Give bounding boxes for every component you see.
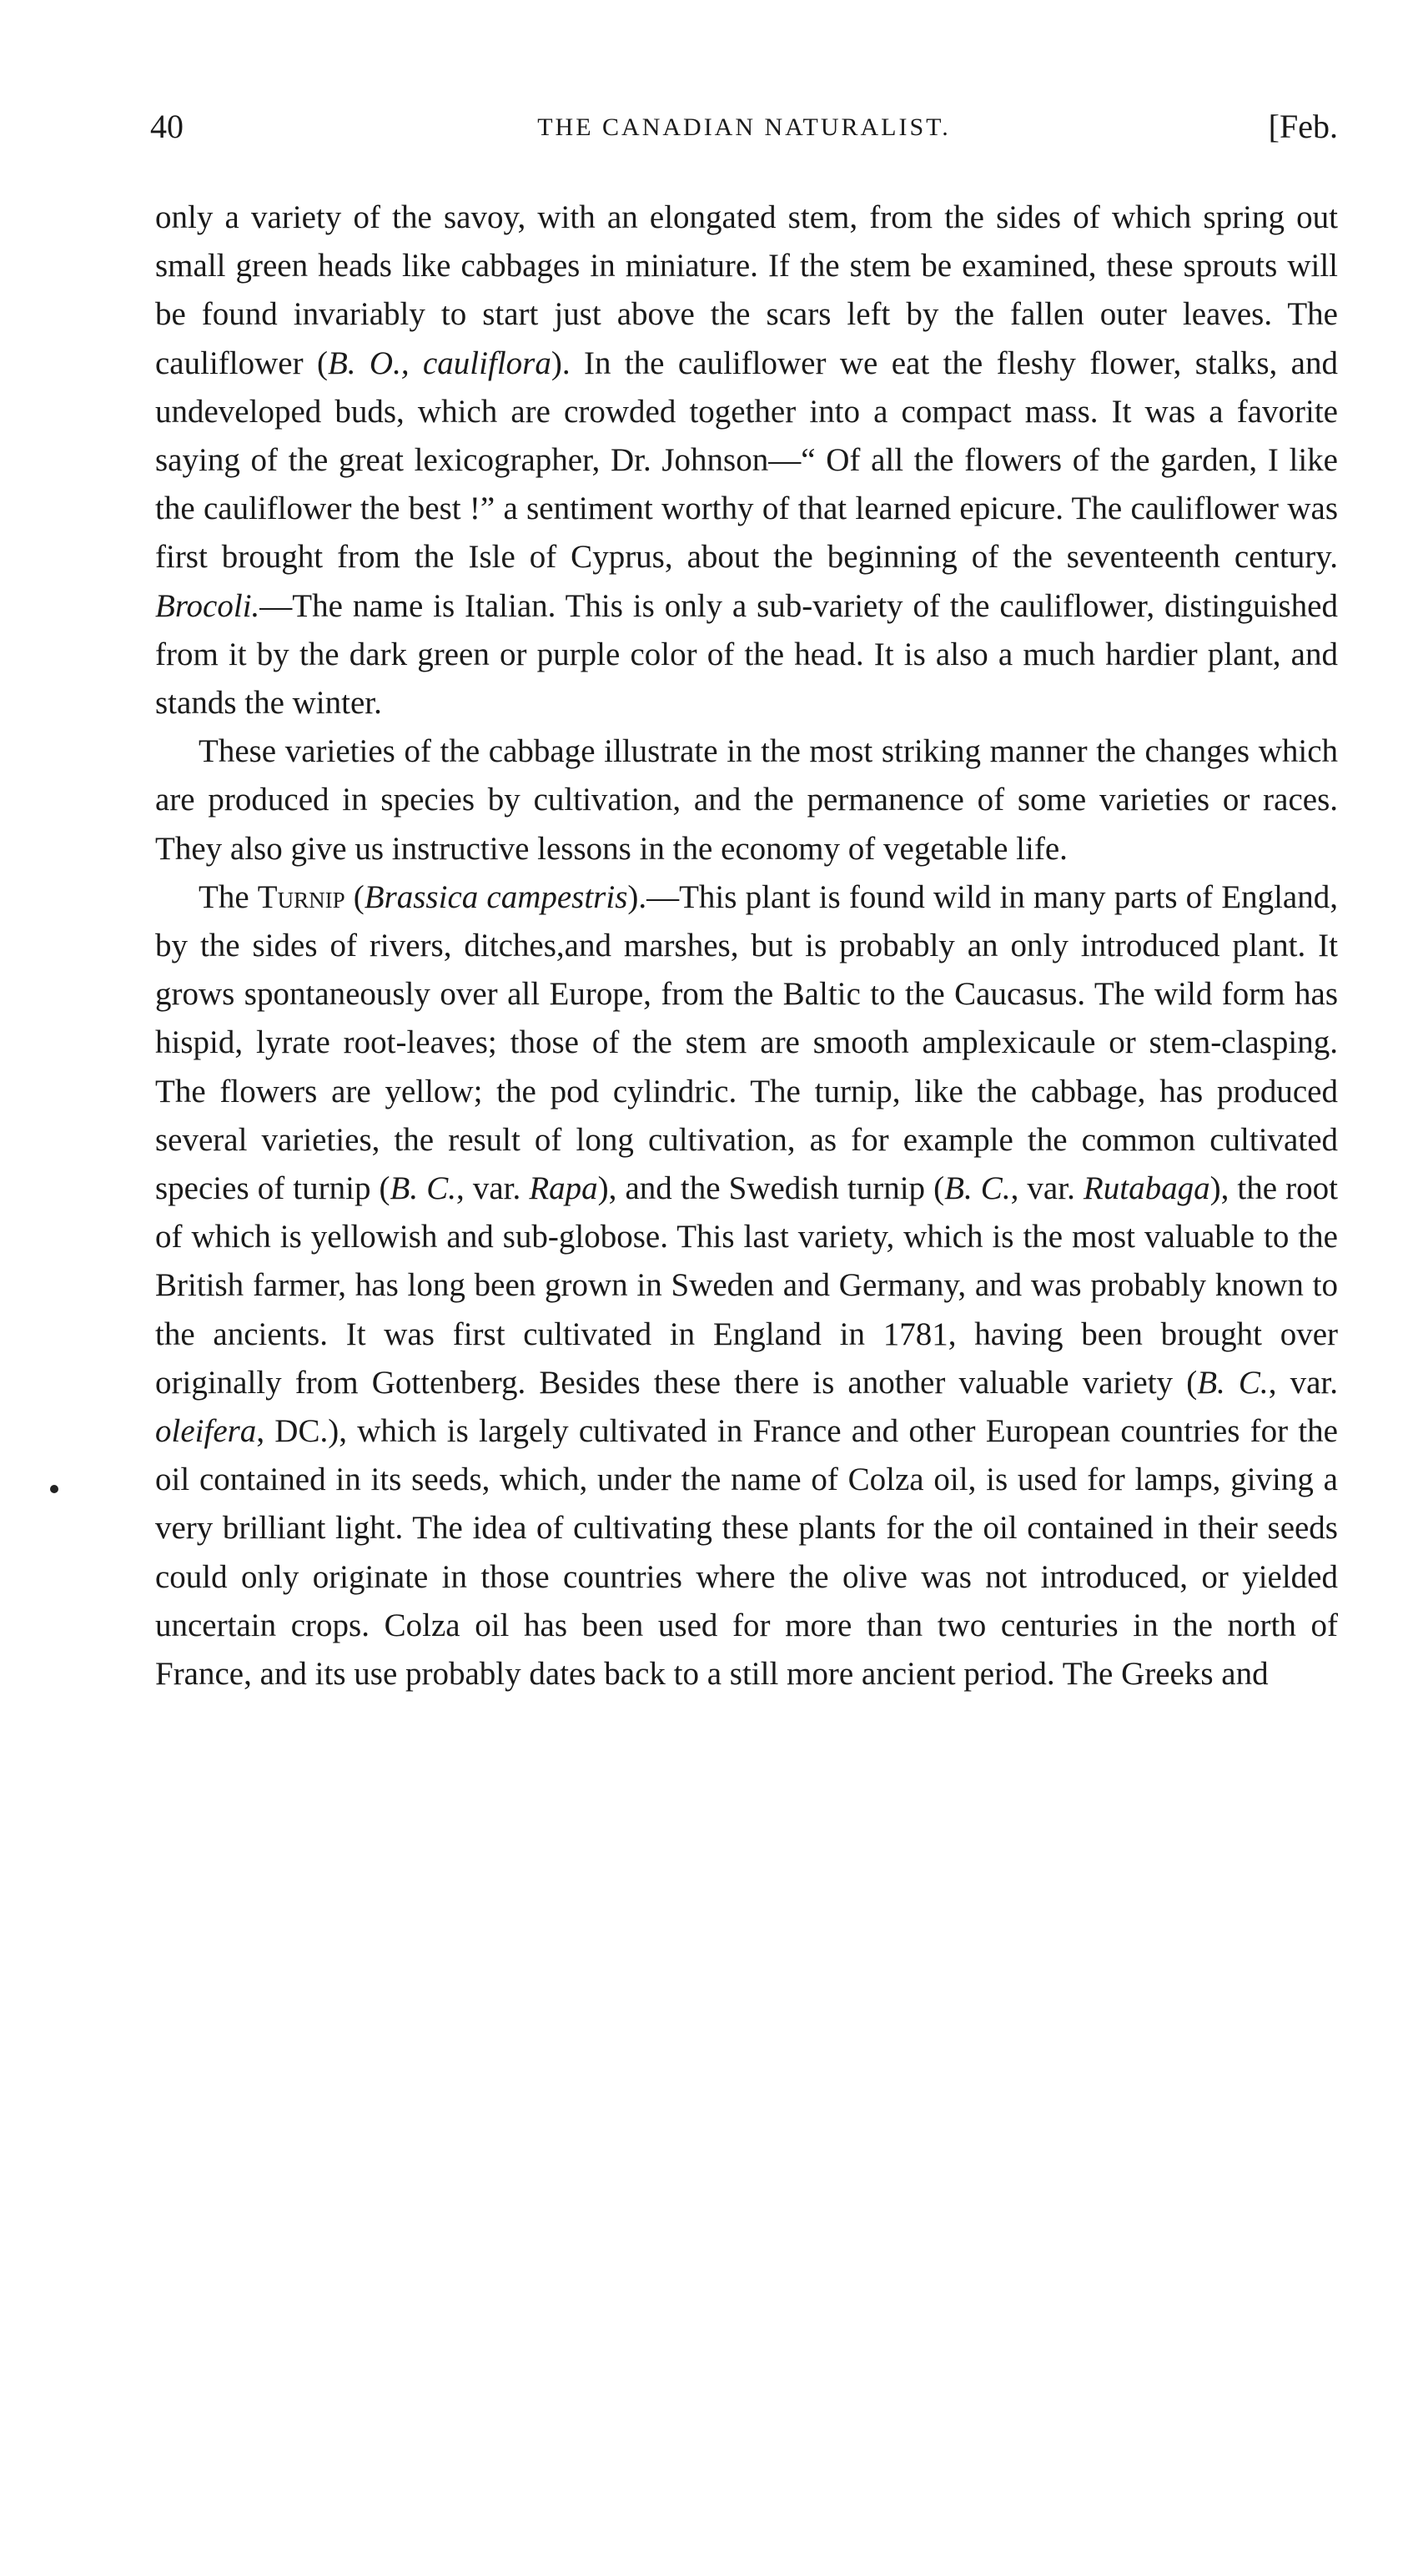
journal-title: THE CANADIAN NATURALIST. [537,113,951,141]
body-text [155,194,1338,1698]
text-span: , var. [1010,1170,1084,1207]
text-span: , var. [1268,1364,1338,1401]
smallcaps-span: Turnip [257,878,345,915]
italic-span: oleifera [155,1413,257,1450]
italic-span: Brassica campestris [364,878,628,915]
italic-span: Brocoli. [155,587,260,624]
text-span: ). In the cauliflower we eat the fleshy flower, stalks, and undeveloped buds, which are crowded together into a compact mass. It was a favorite saying of the great lexicographer, Dr. Johnson—“ Of all the flowers of the garden, I like the cauliflower the best !” a sentiment worthy of that learned epicure. The cauliflower was first brought from the Isle of Cyprus, about the beginning of the seventeenth century. [155,345,1338,576]
page-number: 40 [150,108,184,145]
paragraph-cauliflower-brocoli [155,194,1338,727]
issue-month: [Feb. [1268,108,1338,145]
italic-span: B. C. [1197,1364,1269,1401]
text-span: only a variety of the savoy, with an elongated stem, from the sides of which spring out small green heads like cabbages in miniature. If the stem be examined, these sprouts will be found invariably to start just above the scars left by the fallen outer leaves. The cauliflower ( [155,199,1338,381]
text-span: —The name is Italian. This is only a sub-variety of the cauliflower, distinguished from it by the dark green or purple color of the head. It is also a much hardier plant, and stands the winter. [155,587,1338,722]
text-span: ), and the Swedish turnip ( [597,1170,945,1207]
text-span: ).—This plant is found wild in many parts of England, by the sides of rivers, ditches,and marshes, but is probably an only introduced plant. It grows spontaneously over all Europe, from the Baltic to the Caucasus. The wild form has hispid, lyrate root-leaves; those of the stem are smooth amplexicaule or stem-clasping. The flowers are yellow; the pod cylindric. The turnip, like the cabbage, has produced several varieties, the result of long cultivation, as for example the common cultivated species of turnip ( [155,878,1338,1207]
italic-span: B. C. [390,1170,456,1207]
text-span: ), the root of which is yellowish and sub-globose. This last variety, which is the most valuable to the British farmer, has long been grown in Sweden and Germany, and was probably known to the ancients. It was first cultivated in England in 1781, having been brought over originally from Gottenberg. Besides these there is another valuable variety ( [155,1170,1338,1401]
margin-ink-dot [50,1485,58,1493]
paragraph-turnip [155,873,1338,1698]
running-head [150,107,1338,157]
italic-span: B. O., cauliflora [327,345,551,381]
italic-span: Rapa [529,1170,598,1207]
text-span: ( [344,878,365,915]
text-span: , DC.), which is largely cultivated in France and other European countries for the oil contained in its seeds, which, under the name of Colza oil, is used for lamps, giving a very brilliant light. The idea of cultivating these plants for the oil contained in their seeds could only originate in those countries where the olive was not introduced, or yielded uncertain crops. Colza oil has been used for more than two centuries in the north of France, and its use probably dates back to a still more ancient period. The Greeks and [155,1413,1338,1693]
paragraph-cabbage-varieties [155,727,1338,873]
italic-span: B. C. [944,1170,1011,1207]
text-span: The [199,878,258,915]
italic-span: Rutabaga [1083,1170,1210,1207]
text-span: , var. [455,1170,530,1207]
text-span: These varieties of the cabbage illustrate in the most striking manner the changes which are produced in species by cultivation, and the permanence of some varieties or races. They also give us instructive lessons in the economy of vegetable life. [155,733,1338,867]
